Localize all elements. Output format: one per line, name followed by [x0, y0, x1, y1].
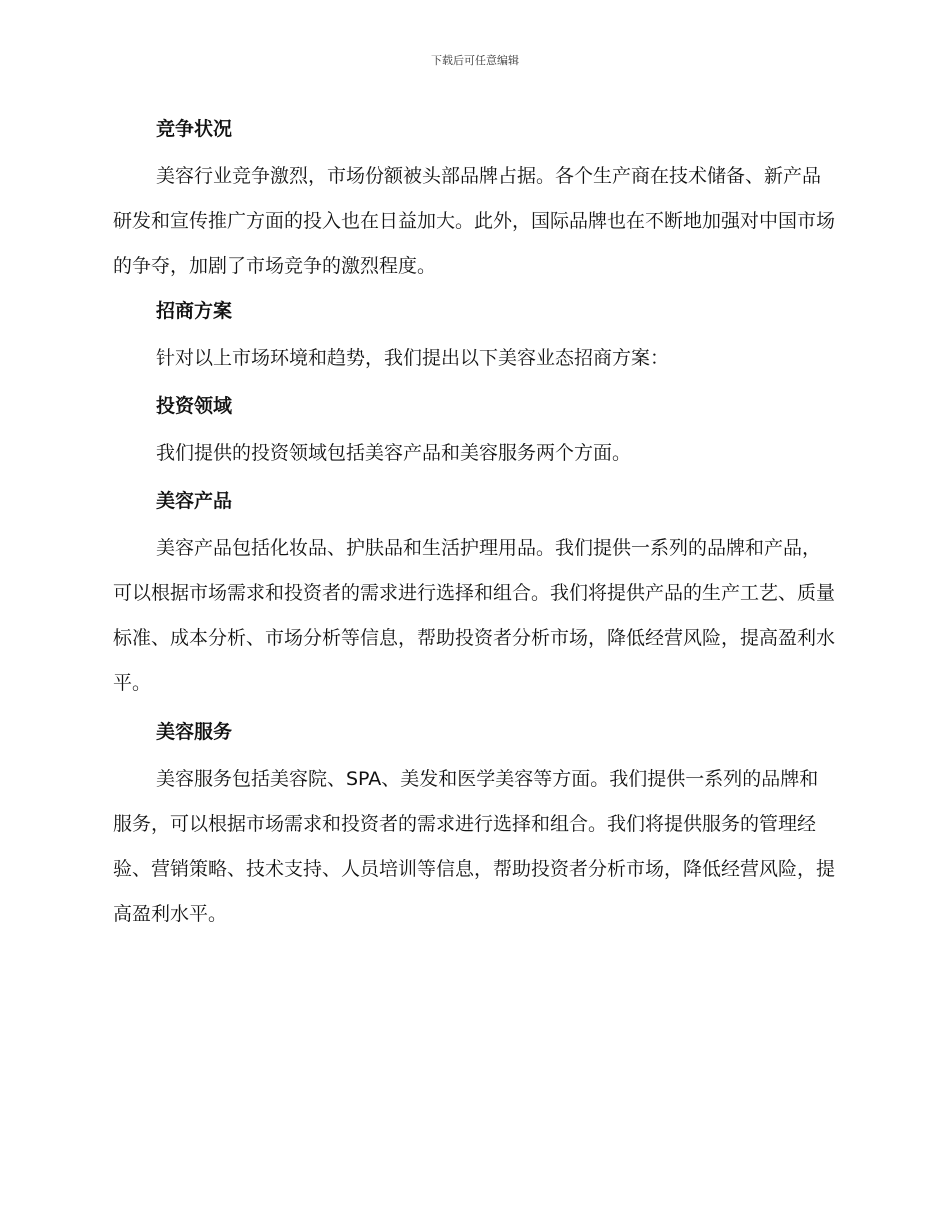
section-heading-services: 美容服务 — [156, 721, 233, 743]
section-paragraph-products: 美容产品包括化妆品、护肤品和生活护理用品。我们提供一系列的品牌和产品，可以根据市场需求和投资者的需求进行选择和组合。我们将提供产品的生产工艺、质量标准、成本分析、市场分析等信息，帮助投资者分析市场，降低经营风险，提高盈利水平。 — [113, 537, 836, 694]
section-paragraph-competition: 美容行业竞争激烈，市场份额被头部品牌占据。各个生产商在技术储备、新产品研发和宣传推广方面的投入也在日益加大。此外，国际品牌也在不断地加强对中国市场的争夺，加剧了市场竞争的激烈程度。 — [113, 165, 836, 277]
section-heading-products: 美容产品 — [156, 490, 233, 512]
section-paragraph-plan: 针对以上市场环境和趋势，我们提出以下美容业态招商方案： — [156, 347, 670, 369]
section-paragraph-services: 美容服务包括美容院、SPA、美发和医学美容等方面。我们提供一系列的品牌和服务，可以根据市场需求和投资者的需求进行选择和组合。我们将提供服务的管理经验、营销策略、技术支持、人员培训等信息，帮助投资者分析市场，降低经营风险，提高盈利水平。 — [113, 768, 836, 925]
section-heading-investment: 投资领域 — [156, 395, 233, 417]
section-heading-plan: 招商方案 — [156, 300, 233, 322]
document-body — [113, 113, 837, 937]
section-paragraph-investment: 我们提供的投资领域包括美容产品和美容服务两个方面。 — [156, 442, 632, 464]
section-heading-competition: 竞争状况 — [156, 118, 233, 140]
page-header-note: 下载后可任意编辑 — [431, 54, 519, 67]
